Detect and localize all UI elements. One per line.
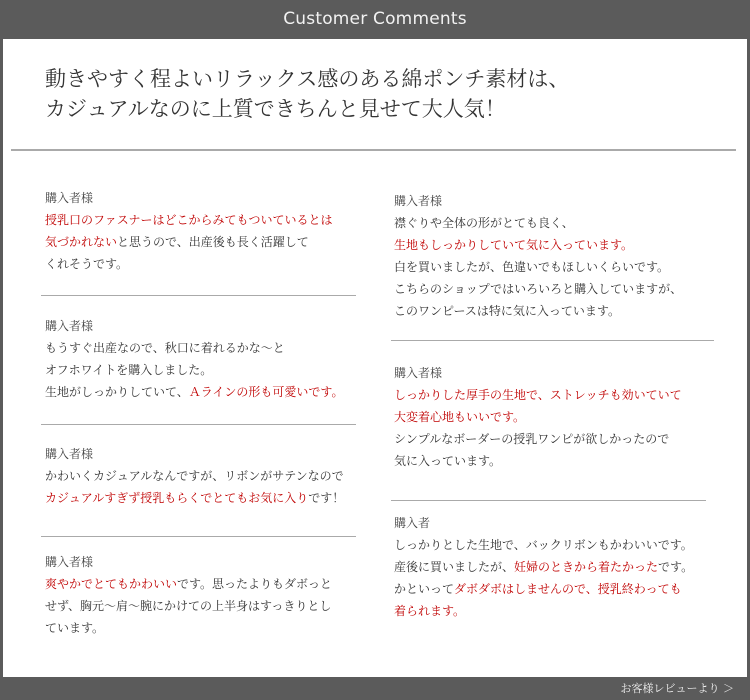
review-text: 生地がしっかりしていて、 bbox=[45, 385, 189, 399]
review-text-line bbox=[394, 406, 682, 428]
highlighted-text: 大変着心地もいいです。 bbox=[394, 410, 526, 424]
highlighted-text: カジュアルすぎず授乳もらくでとてもお気に入り bbox=[45, 491, 309, 505]
reviewer-name: 購入者様 bbox=[45, 447, 94, 461]
review-text: 気に入っています。 bbox=[394, 454, 502, 468]
highlighted-text: 授乳口のファスナーはどこからみてもついているとは bbox=[45, 213, 333, 227]
review-text: もうすぐ出産なので、秋口に着れるかな～と bbox=[45, 341, 285, 355]
review-text-line bbox=[394, 234, 682, 256]
review-text: こちらのショップではいろいろと購入していますが、 bbox=[394, 282, 683, 296]
review-text-line bbox=[394, 450, 682, 472]
headline bbox=[45, 64, 725, 124]
review-text: と思うので、出産後も長く活躍して bbox=[117, 235, 309, 249]
review-card bbox=[45, 187, 333, 275]
highlighted-text: 気づかれない bbox=[45, 235, 118, 249]
review-text-line bbox=[45, 337, 343, 359]
highlighted-text: 生地もしっかりしていて気に入っています。 bbox=[394, 238, 634, 252]
reviewer-name: 購入者様 bbox=[45, 319, 94, 333]
headline-line-2: カジュアルなのに上質できちんと見せて大人気！ bbox=[45, 97, 506, 121]
review-text: しっかりとした生地で、バックリボンもかわいいです。 bbox=[394, 538, 693, 552]
review-text-line bbox=[45, 231, 333, 253]
review-text: せず、胸元～肩～腕にかけての上半身はすっきりとし bbox=[45, 599, 332, 613]
highlighted-text: しっかりした厚手の生地で、ストレッチも効いていて bbox=[394, 388, 682, 402]
highlighted-text: 着られます。 bbox=[394, 604, 466, 618]
review-text: シンプルなボーダーの授乳ワンピが欲しかったので bbox=[394, 432, 670, 446]
review-divider bbox=[41, 295, 356, 296]
review-text: です。 bbox=[658, 560, 694, 574]
review-text: です！ bbox=[308, 491, 345, 505]
review-text: ています。 bbox=[45, 621, 105, 635]
review-card bbox=[394, 512, 693, 622]
review-card bbox=[394, 190, 682, 322]
review-card bbox=[394, 362, 682, 472]
customer-reviews-link[interactable]: お客様レビューより ＞ bbox=[620, 682, 734, 695]
review-text: かわいくカジュアルなんですが、リボンがサテンなので bbox=[45, 469, 344, 483]
review-text-line bbox=[394, 600, 693, 622]
review-text-line bbox=[394, 534, 693, 556]
review-text-line bbox=[45, 253, 333, 275]
headline-line-1: 動きやすく程よいリラックス感のある綿ポンチ素材は、 bbox=[45, 67, 570, 91]
review-text-line bbox=[45, 595, 332, 617]
review-text-line bbox=[45, 359, 343, 381]
highlighted-text: 爽やかでとてもかわいい bbox=[45, 577, 178, 591]
review-card bbox=[45, 443, 344, 509]
review-text: このワンピースは特に気に入っています。 bbox=[394, 304, 620, 318]
reviewer-name: 購入者 bbox=[394, 516, 431, 530]
review-card bbox=[45, 315, 343, 403]
section-title: Customer Comments bbox=[283, 9, 467, 29]
review-text: 産後に買いましたが、 bbox=[394, 560, 515, 574]
review-text-line bbox=[45, 487, 344, 509]
review-divider bbox=[391, 500, 706, 501]
highlighted-text: Ａラインの形も可愛いです。 bbox=[188, 385, 344, 399]
review-divider bbox=[41, 424, 356, 425]
review-text-line bbox=[394, 428, 682, 450]
review-text: かといって bbox=[394, 582, 455, 596]
headline-divider bbox=[11, 149, 736, 151]
reviewer-name: 購入者様 bbox=[394, 194, 443, 208]
review-text: です。思ったよりもダボっと bbox=[177, 577, 332, 591]
review-text-line bbox=[394, 278, 682, 300]
review-text-line bbox=[45, 209, 333, 231]
review-text-line bbox=[45, 465, 344, 487]
review-divider bbox=[41, 536, 356, 537]
review-text: 襟ぐりや全体の形がとても良く、 bbox=[394, 216, 574, 230]
review-text-line bbox=[394, 300, 682, 322]
review-text-line bbox=[394, 556, 693, 578]
reviewer-name: 購入者様 bbox=[45, 555, 94, 569]
review-card bbox=[45, 551, 332, 639]
review-divider bbox=[391, 340, 714, 341]
review-text-line bbox=[394, 578, 693, 600]
review-text-line bbox=[394, 212, 682, 234]
review-text: くれそうです。 bbox=[45, 257, 129, 271]
highlighted-text: ダボダボはしませんので、授乳終わっても bbox=[454, 582, 682, 596]
review-text: 白を買いましたが、色違いでもほしいくらいです。 bbox=[394, 260, 670, 274]
review-text-line bbox=[45, 617, 332, 639]
review-text: オフホワイトを購入しました。 bbox=[45, 363, 213, 377]
reviewer-name: 購入者様 bbox=[394, 366, 443, 380]
reviewer-name: 購入者様 bbox=[45, 191, 94, 205]
review-text-line bbox=[45, 381, 343, 403]
review-text-line bbox=[394, 384, 682, 406]
review-text-line bbox=[394, 256, 682, 278]
highlighted-text: 妊婦のときから着たかった bbox=[514, 560, 659, 574]
review-text-line bbox=[45, 573, 332, 595]
